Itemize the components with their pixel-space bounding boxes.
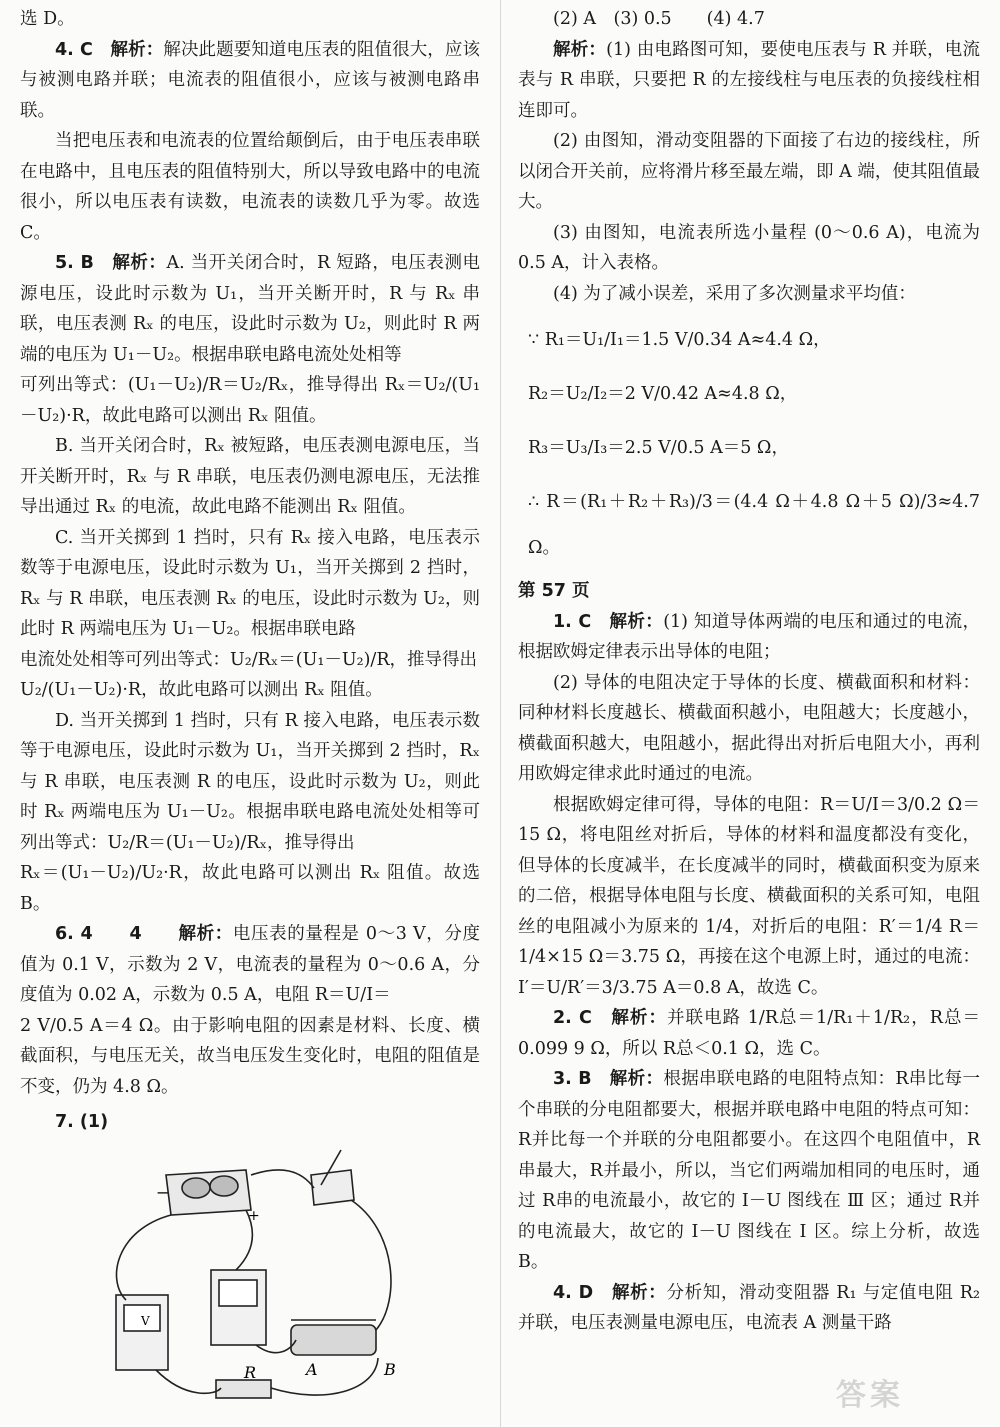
voltmeter-label: V [141, 1314, 150, 1328]
q5-b-text: B. 当开关闭合时，Rₓ 被短路，电压表测电源电压，当开关断开时，Rₓ 与 R 串联，电压表仍测电源电压，无法推导出通过 Rₓ 的电流，故此电路不能测出 Rₓ 阻值。 [20, 436, 480, 517]
formula-r3: R₃＝U₃/I₃＝2.5 V/0.5 A＝5 Ω， [528, 438, 789, 458]
q6-text: 电压表的量程是 0～3 V，分度值为 0.1 V，示数为 2 V，电流表的量程为 0～0.6 A，分度值为 0.02 A，示数为 0.5 A，电阻 R＝U/I＝ [20, 924, 480, 1005]
q4-text-2: 当把电压表和电流表的位置给颠倒后，由于电压表串联在电路中，且电压表的阻值特别大，所以导致电路中的电流很小，所以电压表有读数，电流表的读数几乎为零。故选 C。 [20, 131, 480, 243]
resistor-label: R [244, 1363, 257, 1382]
watermark-stamp: 答案 [836, 1378, 904, 1413]
minus-label: − [156, 1183, 170, 1202]
right-column [518, 4, 980, 1339]
p57-q1-text-2: (2) 导体的电阻决定于导体的长度、横截面积和材料：同种材料长度越长、横截面积越小，电阻越大；长度越小，横截面积越大，电阻越小，据此得出对折后电阻大小，再利用欧姆定律求此时通过的电流。 [518, 672, 980, 784]
p57-q4-text: 分析知，滑动变阻器 R₁ 与定值电阻 R₂ 并联，电压表测量电源电压，电流表 A 测量干路 [518, 1282, 980, 1333]
q7-answers: (2) A (3) 0.5 (4) 4.7 [553, 9, 765, 29]
q7-analysis-heading: 解析： [553, 39, 607, 60]
q5-c-formula: 电流处处相等可列出等式：U₂/Rₓ＝(U₁－U₂)/R，推导得出 [20, 649, 478, 670]
q7-heading: 7. (1) [55, 1112, 109, 1132]
plus-label: + [248, 1208, 260, 1224]
q7-analysis-4: (4) 为了减小误差，采用了多次测量求平均值： [553, 283, 916, 304]
q6-heading: 6. 4 4 解析： [55, 924, 233, 944]
p57-q1-heading: 1. C 解析： [553, 611, 664, 632]
q5-d-text: D. 当开关掷到 1 挡时，只有 R 接入电路，电压表示数等于电源电压，设此时示数为 U₁，当开关掷到 2 挡时，Rₓ 与 R 串联，电压表测 R 的电压，设此时示数为 U₂，则此时 Rₓ 两端电压为 U₁－U₂。根据串联电路电流处处相等可列出等式：U₂/R＝(U₁－U₂)/Rₓ，推导得出 [20, 710, 480, 853]
page-section-title: 第 57 页 [518, 581, 590, 601]
q5-a-formula: 可列出等式：(U₁－U₂)/R＝U₂/Rₓ，推导得出 Rₓ＝U₂/(U₁－U₂)·R，故此电路可以测出 Rₓ 阻值。 [20, 375, 480, 426]
p57-q2-text: 并联电路 1/R总＝1/R₁＋1/R₂，R总＝0.099 9 Ω，所以 R总＜0.1 Ω，选 C。 [518, 1008, 980, 1059]
formula-r2: R₂＝U₂/I₂＝2 V/0.42 A≈4.8 Ω， [528, 384, 798, 404]
p57-q1-text-1: (1) 知道导体两端的电压和通过的电流，根据欧姆定律表示出导体的电阻； [518, 611, 980, 662]
formula-average: ∴ R＝(R₁＋R₂＋R₃)/3＝(4.4 Ω＋4.8 Ω＋5 Ω)/3≈4.7 Ω。 [528, 492, 980, 558]
q5-c-text: C. 当开关掷到 1 挡时，只有 Rₓ 接入电路，电压表示数等于电源电压，设此时示数为 U₁，当开关掷到 2 挡时，Rₓ 与 R 串联，电压表测 Rₓ 的电压，设此时示数为 U₂，则此时 R 两端电压为 U₁－U₂。根据串联电路 [20, 527, 480, 639]
formula-r1: ∵ R₁＝U₁/I₁＝1.5 V/0.34 A≈4.4 Ω， [528, 330, 831, 350]
terminal-a-label: A [306, 1360, 318, 1379]
q5-c-result: U₂/(U₁－U₂)·R，故此电路可以测出 Rₓ 阻值。 [20, 680, 383, 700]
p57-q3-text: 根据串联电路的电阻特点知：R串比每一个串联的分电阻都要大，根据并联电路中电阻的特点可知：R并比每一个并联的分电阻都要小。在这四个电阻值中，R串最大，R并最小，所以，当它们两端加相同的电压时，通过 R串的电流最小，故它的 I－U 图线在 Ⅲ 区；通过 R并的电流最大，故它的 I－U 图线在 Ⅰ 区。综上分析，故选 B。 [518, 1069, 980, 1272]
q7-analysis-1: (1) 由电路图可知，要使电压表与 R 并联，电流表与 R 串联，只要把 R 的左接线柱与电压表的负接线柱相连即可。 [518, 39, 981, 121]
left-column [20, 4, 480, 1138]
q6-text-2: 2 V/0.5 A＝4 Ω。由于影响电阻的因素是材料、长度、横截面积，与电压无关，故当电压发生变化时，电阻的阻值是不变，仍为 4.8 Ω。 [20, 1015, 480, 1097]
q4-text: 解决此题要知道电压表的阻值很大，应该与被测电路并联；电流表的阻值很小，应该与被测电路串联。 [20, 39, 480, 121]
answer-line: 选 D。 [20, 9, 75, 29]
q5-d-result: Rₓ＝(U₁－U₂)/U₂·R，故此电路可以测出 Rₓ 阻值。故选 B。 [20, 863, 480, 914]
terminal-b-label: B [384, 1360, 396, 1379]
circuit-diagram [96, 1120, 408, 1420]
q7-analysis-3: (3) 由图知，电流表所选小量程 (0～0.6 A)，电流为 0.5 A，计入表格。 [518, 222, 980, 273]
p57-q1-text-3: 根据欧姆定律可得，导体的电阻：R＝U/I＝3/0.2 Ω＝15 Ω，将电阻丝对折后，导体的材料和温度都没有变化，但导体的长度减半，在长度减半的同时，横截面积变为原来的二倍，根据导体电阻与长度、横截面积的关系可知，电阻丝的电阻减小为原来的 1/4，对折后的电阻：R′＝1/4 R＝1/4×15 Ω＝3.75 Ω，再接在这个电源上时，通过的电流：I′＝U/R′＝3/3.75 A＝0.8 A，故选 C。 [518, 794, 980, 998]
q4-heading: 4. C 解析： [55, 39, 164, 60]
column-divider [500, 0, 501, 1427]
p57-q3-heading: 3. B 解析： [553, 1069, 664, 1089]
q5-a-text: A. 当开关闭合时，R 短路，电压表测电源电压，设此时示数为 U₁，当开关断开时，R 与 Rₓ 串联，电压表测 Rₓ 的电压，设此时示数为 U₂，则此时 R 两端的电压为 U₁－U₂。根据串联电路电流处处相等 [20, 253, 480, 365]
q5-heading: 5. B 解析： [55, 253, 167, 273]
p57-q4-heading: 4. D 解析： [553, 1282, 667, 1303]
q7-analysis-2: (2) 由图知，滑动变阻器的下面接了右边的接线柱，所以闭合开关前，应将滑片移至最左端，即 A 端，使其阻值最大。 [518, 131, 980, 212]
p57-q2-heading: 2. C 解析： [553, 1008, 668, 1028]
